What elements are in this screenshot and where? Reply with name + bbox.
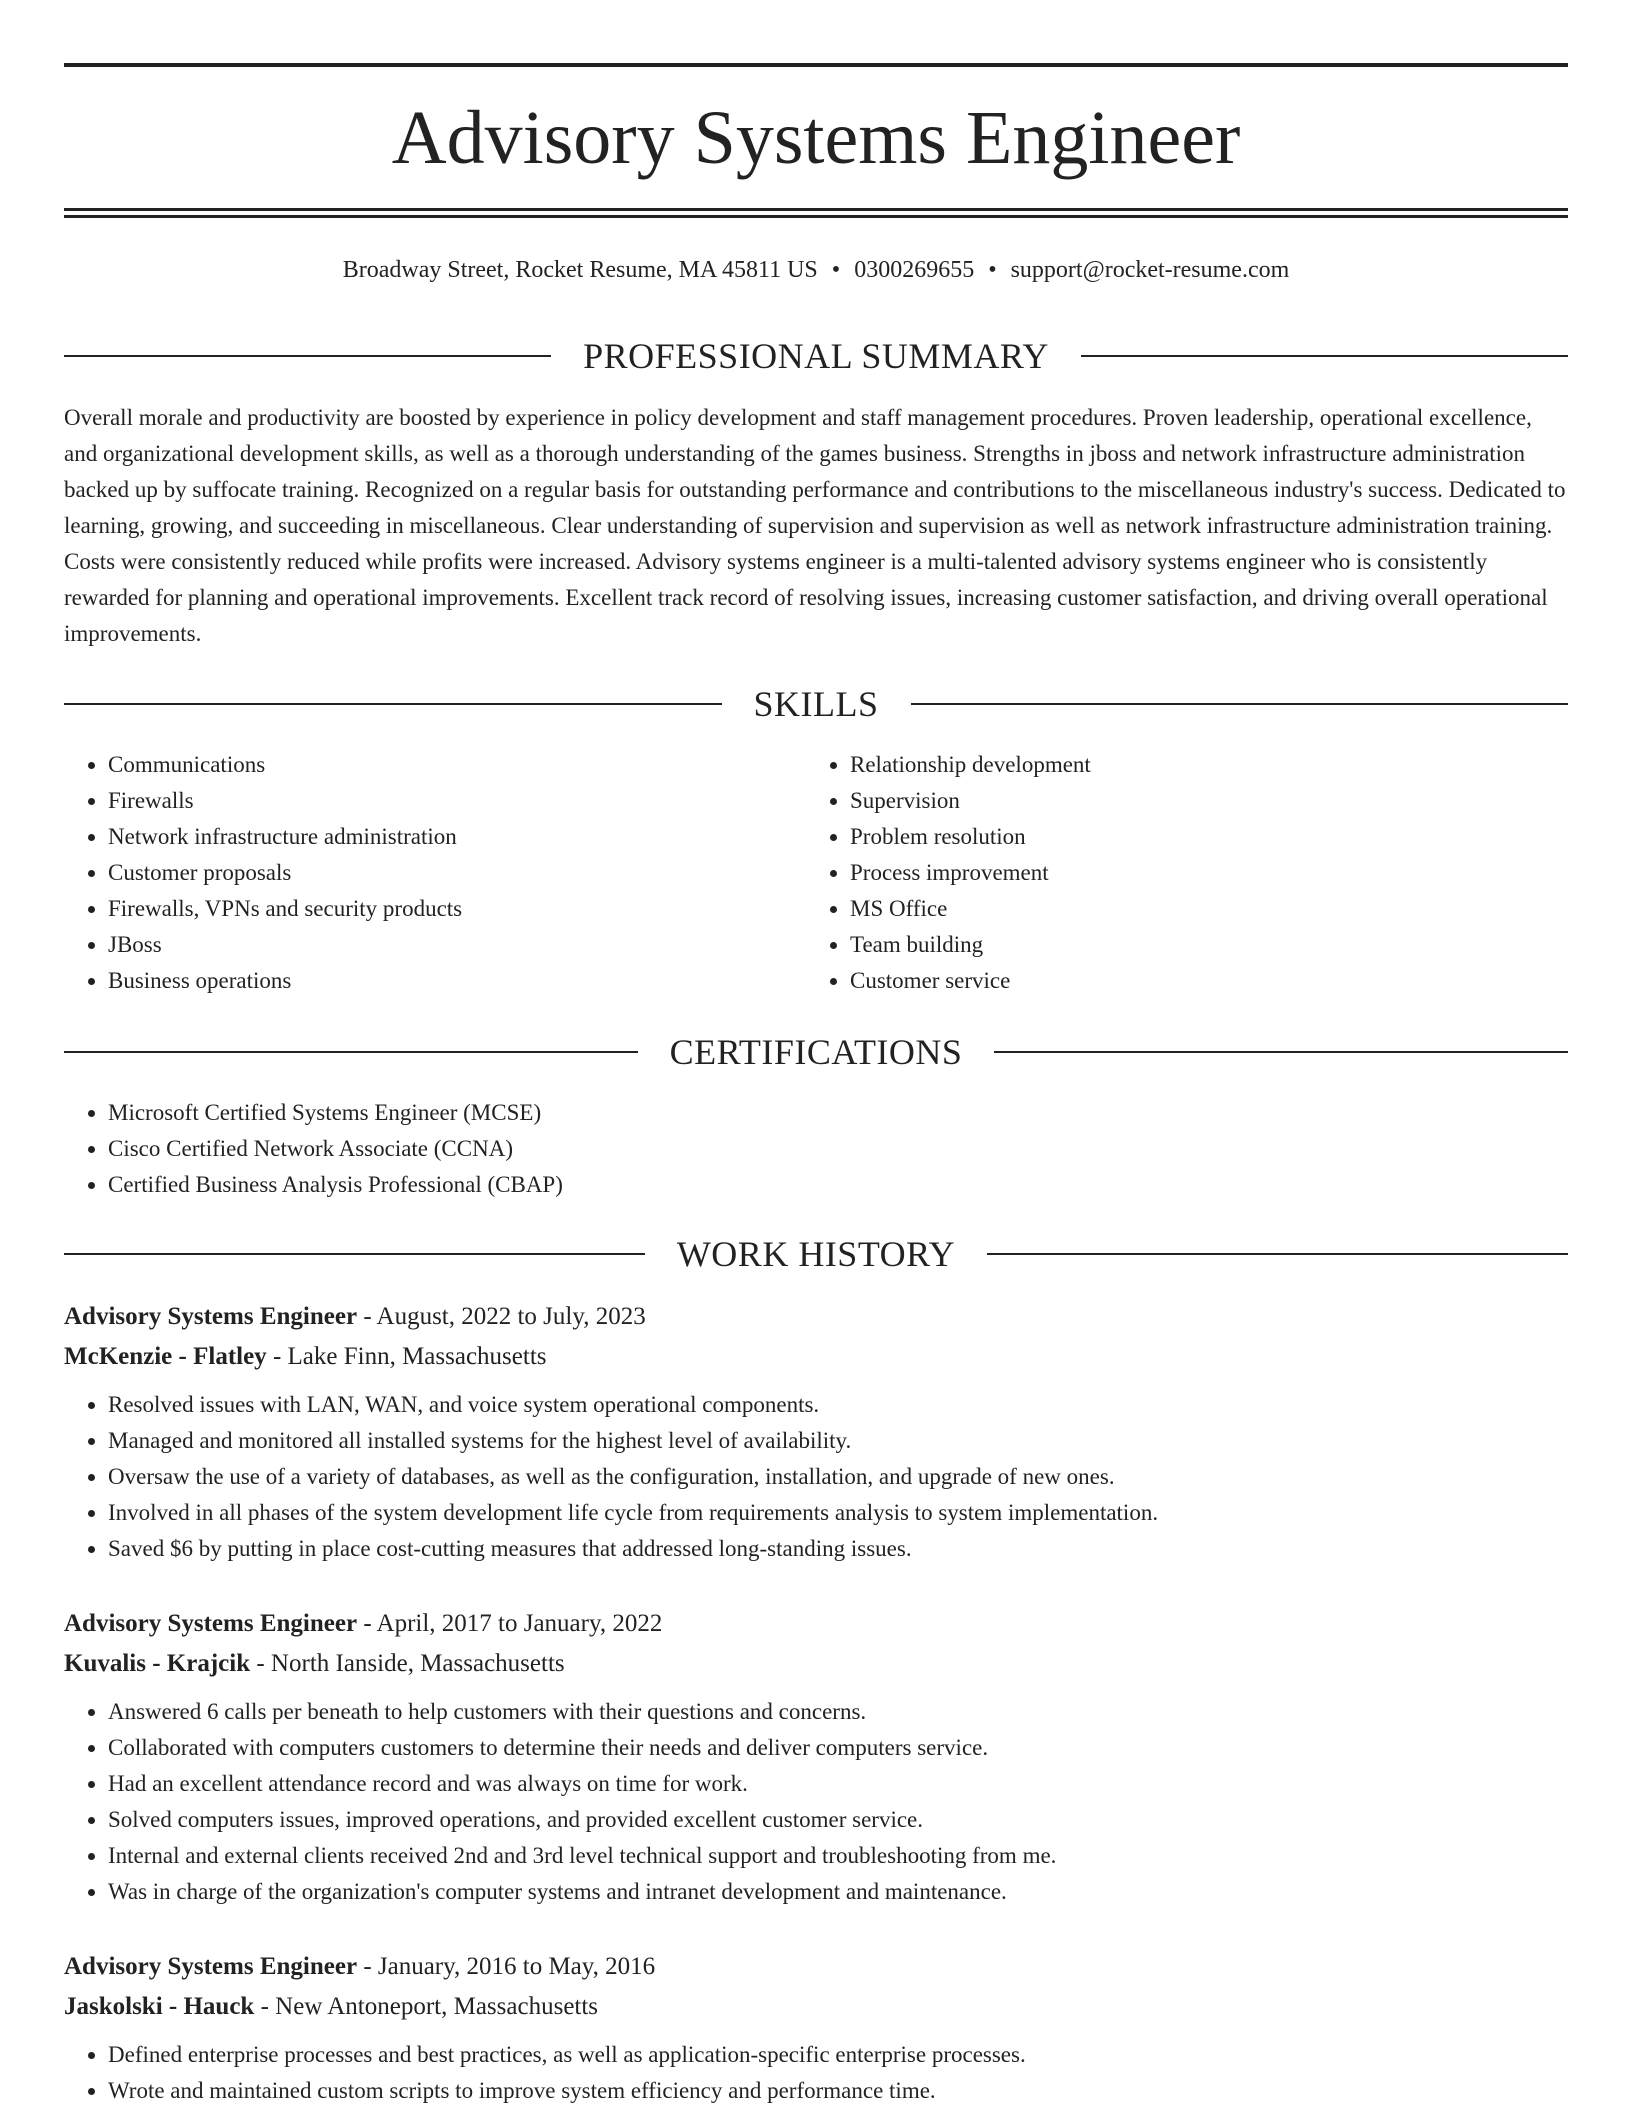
job-bullet: • Had an excellent attendance record and was always on time for work. xyxy=(108,1766,1568,1802)
job-bullet: • Solved computers issues, improved operations, and provided excellent customer service. xyxy=(108,1802,1568,1838)
job-dates: - April, 2017 to January, 2022 xyxy=(357,1610,663,1637)
skill-item: • Network infrastructure administration xyxy=(108,819,806,855)
job-dates: - August, 2022 to July, 2023 xyxy=(357,1303,646,1330)
skills-column-right xyxy=(806,747,1548,999)
job-role: Advisory Systems Engineer xyxy=(64,1953,358,1980)
section-heading-work-history xyxy=(64,1234,1568,1274)
certification-item: • Cisco Certified Network Associate (CCNA) xyxy=(108,1131,1568,1167)
heading-label: WORK HISTORY xyxy=(676,1234,956,1274)
job-company-line xyxy=(64,1987,1568,2027)
skill-item: • Customer proposals xyxy=(108,855,806,891)
job-location: - New Antoneport, Massachusetts xyxy=(254,1993,599,2020)
summary-text: Overall morale and productivity are boosted by experience in policy development and staff management procedures. Proven leadership, operational excellence, and organizational development skills, as well as a thorough understanding of the games business. Strengths in jboss and network infrastructure administration backed up by suffocate training. Recognized on a regular basis for outstanding performance and contributions to the miscellaneous industry's success. Dedicated to learning, growing, and succeeding in miscellaneous. Clear understanding of supervision and supervision as well as network infrastructure administration training. Costs were consistently reduced while profits were increased. Advisory systems engineer is a multi-talented advisory systems engineer who is consistently rewarded for planning and operational improvements. Excellent track record of resolving issues, increasing customer satisfaction, and driving overall operational improvements. xyxy=(64,405,1566,646)
job-title-line xyxy=(64,1947,1568,1987)
contact-separator: • xyxy=(831,257,841,283)
skill-item: • Firewalls xyxy=(108,783,806,819)
section-heading-certifications xyxy=(64,1032,1568,1072)
job-location: - North Ianside, Massachusetts xyxy=(250,1650,565,1677)
header-top-rule xyxy=(64,63,1568,67)
skill-item: • Customer service xyxy=(850,963,1548,999)
job-bullet: • Oversaw the use of a variety of databases, as well as the configuration, installation, and upgrade of new ones. xyxy=(108,1459,1568,1495)
heading-rule xyxy=(994,1051,1568,1053)
job-bullet: • Wrote and maintained custom scripts to improve system efficiency and performance time. xyxy=(108,2073,1568,2109)
skills-column-left xyxy=(64,747,806,999)
heading-rule xyxy=(64,1051,638,1053)
skill-item: • Supervision xyxy=(850,783,1548,819)
job-company: Jaskolski - Hauck xyxy=(64,1993,255,2020)
heading-rule xyxy=(64,1253,645,1255)
skill-item: • Communications xyxy=(108,747,806,783)
job-bullet: • Was in charge of the organization's computer systems and intranet development and maintenance. xyxy=(108,1874,1568,1910)
header-double-rule xyxy=(64,208,1568,218)
job-bullets xyxy=(64,1387,1568,1567)
heading-rule xyxy=(1081,355,1568,357)
job-bullet: • Internal and external clients received 2nd and 3rd level technical support and troubleshooting from me. xyxy=(108,1838,1568,1874)
job-bullets xyxy=(64,1694,1568,1910)
job-bullet: • Involved in all phases of the system development life cycle from requirements analysis to system implementation. xyxy=(108,1495,1568,1531)
job-company-line xyxy=(64,1644,1568,1684)
skill-item: • JBoss xyxy=(108,927,806,963)
job-bullet: • Answered 6 calls per beneath to help customers with their questions and concerns. xyxy=(108,1694,1568,1730)
job-entry xyxy=(64,1604,1568,1910)
heading-label: CERTIFICATIONS xyxy=(669,1032,963,1072)
section-heading-skills xyxy=(64,684,1568,724)
job-entry xyxy=(64,1947,1568,2109)
skills-list xyxy=(64,747,1568,999)
job-bullet: • Collaborated with computers customers to determine their needs and deliver computers service. xyxy=(108,1730,1568,1766)
job-company-line xyxy=(64,1337,1568,1377)
job-company: Kuvalis - Krajcik xyxy=(64,1650,251,1677)
contact-email: support@rocket-resume.com xyxy=(1010,257,1290,283)
heading-label: PROFESSIONAL SUMMARY xyxy=(583,336,1049,376)
contact-separator: • xyxy=(988,257,997,283)
contact-line xyxy=(64,254,1568,286)
heading-rule xyxy=(64,703,722,705)
job-role: Advisory Systems Engineer xyxy=(64,1303,358,1330)
skill-item: • Problem resolution xyxy=(850,819,1548,855)
contact-phone: 0300269655 xyxy=(854,257,975,283)
contact-address: Broadway Street, Rocket Resume, MA 45811 US xyxy=(342,257,818,283)
job-role: Advisory Systems Engineer xyxy=(64,1610,358,1637)
resume-title: Advisory Systems Engineer xyxy=(391,96,1241,180)
skill-item: • Business operations xyxy=(108,963,806,999)
skill-item: • Process improvement xyxy=(850,855,1548,891)
certification-item: • Microsoft Certified Systems Engineer (MCSE) xyxy=(108,1095,1568,1131)
skill-item: • Team building xyxy=(850,927,1548,963)
skill-item: • Firewalls, VPNs and security products xyxy=(108,891,806,927)
certifications-list xyxy=(64,1095,1568,1203)
skill-item: • Relationship development xyxy=(850,747,1548,783)
job-bullets xyxy=(64,2037,1568,2109)
job-title-line xyxy=(64,1297,1568,1337)
certification-item: • Certified Business Analysis Professional (CBAP) xyxy=(108,1167,1568,1203)
job-bullet: • Managed and monitored all installed systems for the highest level of availability. xyxy=(108,1423,1568,1459)
job-bullet: • Resolved issues with LAN, WAN, and voice system operational components. xyxy=(108,1387,1568,1423)
job-bullet: • Defined enterprise processes and best practices, as well as application-specific enterprise processes. xyxy=(108,2037,1568,2073)
job-company: McKenzie - Flatley xyxy=(64,1343,267,1370)
heading-rule xyxy=(911,703,1569,705)
heading-rule xyxy=(64,355,551,357)
job-title-line xyxy=(64,1604,1568,1644)
job-location: - Lake Finn, Massachusetts xyxy=(266,1343,547,1370)
section-heading-summary xyxy=(64,336,1568,376)
job-entry xyxy=(64,1297,1568,1567)
heading-rule xyxy=(987,1253,1568,1255)
job-dates: - January, 2016 to May, 2016 xyxy=(357,1953,656,1980)
heading-label: SKILLS xyxy=(753,684,879,724)
job-bullet: • Saved $6 by putting in place cost-cutting measures that addressed long-standing issues. xyxy=(108,1531,1568,1567)
skill-item: • MS Office xyxy=(850,891,1548,927)
